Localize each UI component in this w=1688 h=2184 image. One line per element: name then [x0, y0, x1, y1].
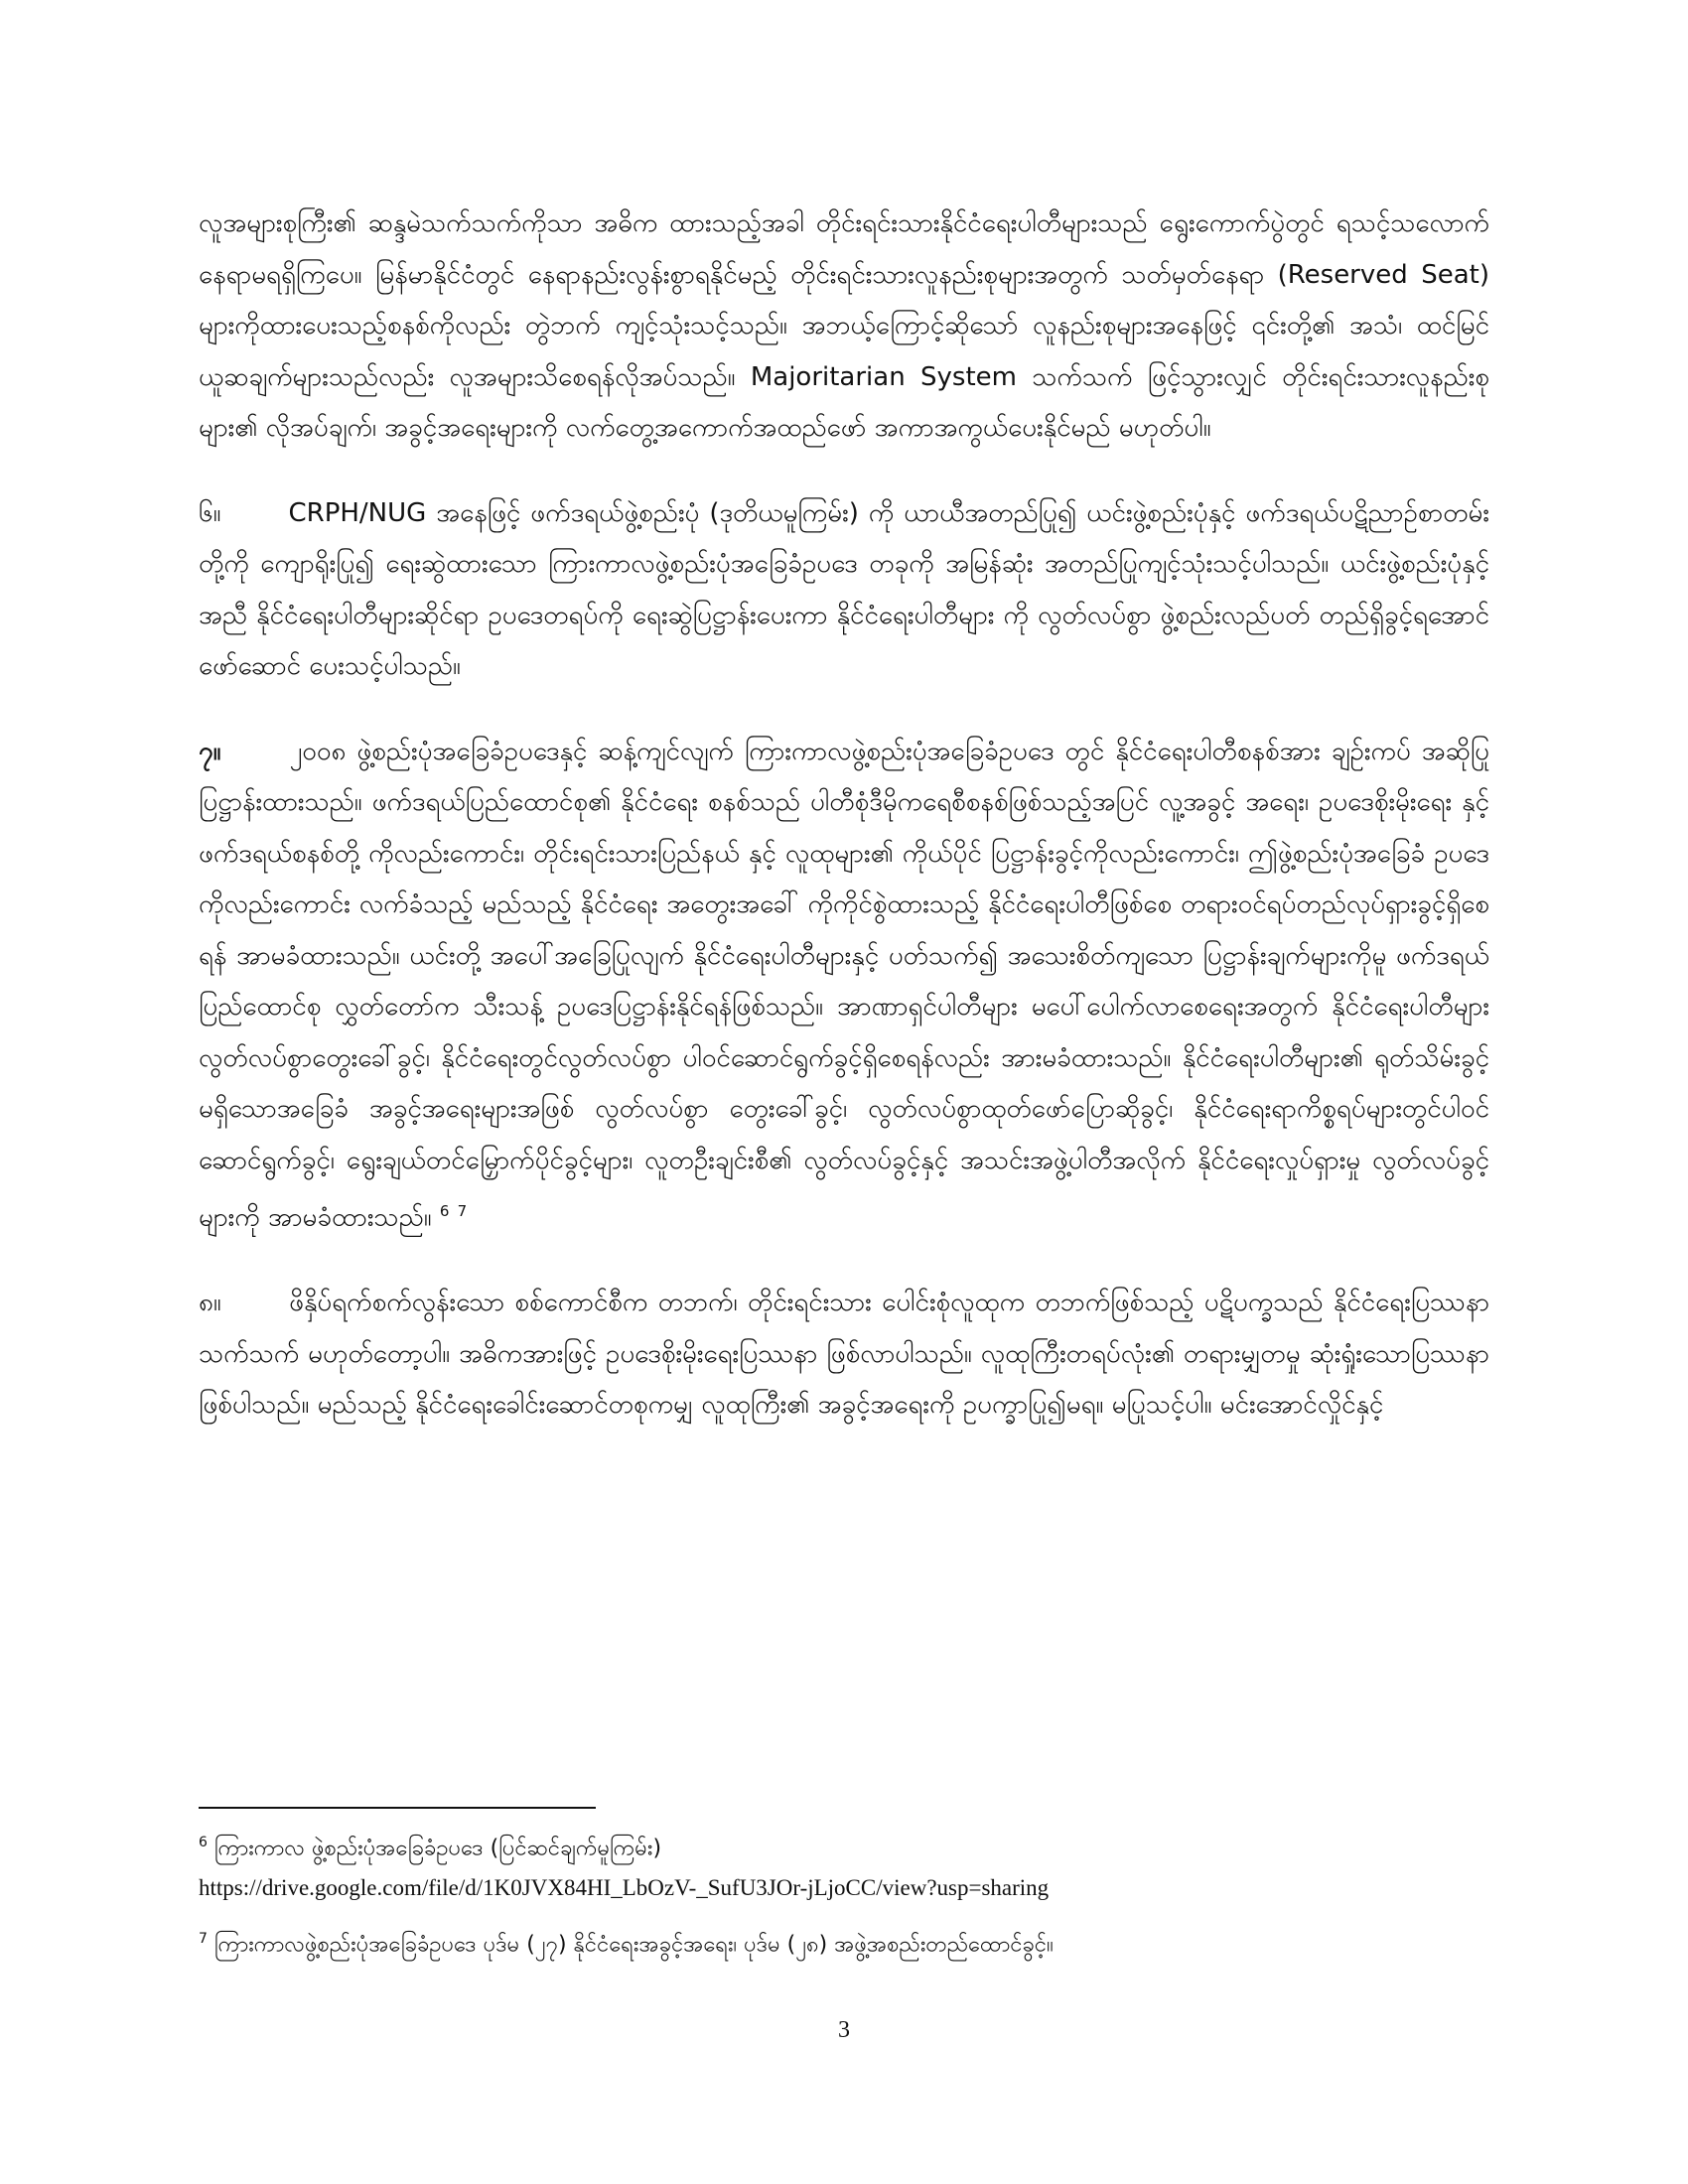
footnote-marker: 7: [199, 1931, 208, 1948]
footnote-ref-7[interactable]: 7: [457, 1202, 468, 1220]
paragraph-text: ဖိနှိပ်ရက်စက်လွန်းသော စစ်ကောင်စီက တဘက်၊ တိုင်းရင်းသား ပေါင်းစုံလူထုက တဘက်ဖြစ်သည့် ပဋိပက္ခသည် နိုင်ငံရေးပြဿနာ သက်သက် မဟုတ်တော့ပါ။ အဓိကအားဖြင့် ဥပဒေစိုးမိုးရေးပြဿနာ ဖြစ်လာပါသည်။ လူထုကြီးတရပ်လုံး၏ တရားမျှတမှု ဆုံးရှုံးသောပြဿနာ ဖြစ်ပါသည်။ မည်သည့် နိုင်ငံရေးခေါင်းဆောင်တစုကမျှ လူထုကြီး၏ အခွင့်အရေးကို ဥပက္ခာပြု၍မရ။ မပြုသင့်ပါ။ မင်းအောင်လှိုင်နှင့်: [199, 1288, 1490, 1421]
footnotes: [199, 1807, 1489, 1976]
paragraph-text: ၂၀၀၈ ဖွဲ့စည်းပုံအခြေခံဥပဒေနှင့် ဆန့်ကျင်လျက် ကြားကာလဖွဲ့စည်းပုံအခြေခံဥပဒေ တွင် နိုင်ငံရေးပါတီစနစ်အား ချဉ်းကပ် အဆိုပြု ပြဋ္ဌာန်းထားသည်။ ဖက်ဒရယ်ပြည်ထောင်စု၏ နိုင်ငံရေး စနစ်သည် ပါတီစုံဒီမိုကရေစီစနစ်ဖြစ်သည့်အပြင် လူ့အခွင့် အရေး၊ ဥပဒေစိုးမိုးရေး နှင့် ဖက်ဒရယ်စနစ်တို့ ကိုလည်းကောင်း၊ တိုင်းရင်းသားပြည်နယ် နှင့် လူထုများ၏ ကိုယ်ပိုင် ပြဋ္ဌာန်းခွင့်ကိုလည်းကောင်း၊ ဤဖွဲ့စည်းပုံအခြေခံ ဥပဒေကိုလည်းကောင်း လက်ခံသည့် မည်သည့် နိုင်ငံရေး အတွေးအခေါ် ကိုကိုင်စွဲထားသည့် နိုင်ငံရေးပါတီဖြစ်စေ တရားဝင်ရပ်တည်လုပ်ရှားခွင့်ရှိစေရန် အာမခံထားသည်။ ယင်းတို့ အပေါ်အခြေပြုလျက် နိုင်ငံရေးပါတီများနှင့် ပတ်သက်၍ အသေးစိတ်ကျသော ပြဋ္ဌာန်းချက်များကိုမူ ဖက်ဒရယ် ပြည်ထောင်စု လွှတ်တော်က သီးသန့် ဥပဒေပြဋ္ဌာန်းနိုင်ရန်ဖြစ်သည်။ အာဏာရှင်ပါတီများ မပေါ်ပေါက်လာစေရေးအတွက် နိုင်ငံရေးပါတီများ လွတ်လပ်စွာတွေးခေါ်ခွင့်၊ နိုင်ငံရေးတွင်လွတ်လပ်စွာ ပါဝင်ဆောင်ရွက်ခွင့်ရှိစေရန်လည်း အားမခံထားသည်။ နိုင်ငံရေးပါတီများ၏ ရုတ်သိမ်းခွင့် မရှိသောအခြေခံ အခွင့်အရေးများအဖြစ် လွတ်လပ်စွာ တွေးခေါ်ခွင့်၊ လွတ်လပ်စွာထုတ်ဖော်ပြောဆိုခွင့်၊ နိုင်ငံရေးရာကိစ္စရပ်များတွင်ပါဝင် ဆောင်ရွက်ခွင့်၊ ရွေးချယ်တင်မြှောက်ပိုင်ခွင့်များ၊ လူတဦးချင်းစီ၏ လွတ်လပ်ခွင့်နှင့် အသင်းအဖွဲ့ပါတီအလိုက် နိုင်ငံရေးလှုပ်ရှားမှု လွတ်လပ်ခွင့်များကို အာမခံထားသည်။: [199, 736, 1490, 1233]
footnote-text: ကြားကာလ ဖွဲ့စည်းပုံအခြေခံဥပဒေ (ပြင်ဆင်ချက်မူကြမ်း): [213, 1836, 662, 1861]
footnote-text: ကြားကာလဖွဲ့စည်းပုံအခြေခံဥပဒေ ပုဒ်မ (၂၇) နိုင်ငံရေးအခွင့်အရေး၊ ပုဒ်မ (၂၈) အဖွဲ့အစည်းတည်ထောင်ခွင့်။: [213, 1932, 1054, 1958]
footnote-link[interactable]: https://drive.google.com/file/d/1K0JVX84HI_LbOzV-_SufU3JOr-jLjoCC/view?usp=sharing: [199, 1875, 1050, 1901]
footnote-separator: [199, 1807, 596, 1809]
page-number: 3: [838, 2017, 850, 2043]
paragraph-number: ၆။: [199, 497, 221, 528]
paragraph-8: [199, 1278, 1489, 1432]
paragraph-7: [199, 727, 1489, 1245]
paragraph-number: ၈။: [199, 1288, 221, 1318]
paragraph-6: [199, 488, 1489, 693]
paragraph-text: CRPH/NUG အနေဖြင့် ဖက်ဒရယ်ဖွဲ့စည်းပုံ (ဒုတိယမူကြမ်း) ကို ယာယီအတည်ပြု၍ ယင်းဖွဲ့စည်းပုံနှင့် ဖက်ဒရယ်ပဋိညာဉ်စာတမ်းတို့ကို ကျောရိုးပြု၍ ရေးဆွဲထားသော ကြားကာလဖွဲ့စည်းပုံအခြေခံဥပဒေ တခုကို အမြန်ဆုံး အတည်ပြုကျင့်သုံးသင့်ပါသည်။ ယင်းဖွဲ့စည်းပုံနှင့် အညီ နိုင်ငံရေးပါတီများဆိုင်ရာ ဥပဒေတရပ်ကို ရေးဆွဲပြဋ္ဌာန်းပေးကာ နိုင်ငံရေးပါတီများ ကို လွတ်လပ်စွာ ဖွဲ့စည်းလည်ပတ် တည်ရှိခွင့်ရအောင် ဖော်ဆောင် ပေးသင့်ပါသည်။: [199, 497, 1489, 681]
paragraph-text: လူအများစုကြီး၏ ဆန္ဒမဲသက်သက်ကိုသာ အဓိက ထားသည့်အခါ တိုင်းရင်းသားနိုင်ငံရေးပါတီများသည် ရွေးကောက်ပွဲတွင် ရသင့်သလောက် နေရာမရရှိကြပေ။ မြန်မာနိုင်ငံတွင် နေရာနည်းလွန်းစွာရနိုင်မည့် တိုင်းရင်းသားလူနည်းစုများအတွက် သတ်မှတ်နေရာ (Reserved Seat) များကိုထားပေးသည့်စနစ်ကိုလည်း တွဲဘက် ကျင့်သုံးသင့်သည်။ အဘယ့်ကြောင့်ဆိုသော် လူနည်းစုများအနေဖြင့် ၎င်းတို့၏ အသံ၊ ထင်မြင်ယူဆချက်များသည်လည်း လူအများသိစေရန်လိုအပ်သည်။ Majoritarian System သက်သက် ဖြင့်သွားလျှင် တိုင်းရင်းသားလူနည်းစုများ၏ လိုအပ်ချက်၊ အခွင့်အရေးများကို လက်တွေ့အကောက်အထည်ဖော် အကာအကွယ်ပေးနိုင်မည် မဟုတ်ပါ။: [199, 208, 1489, 443]
document-page: [199, 199, 1489, 2085]
footnote-6: [199, 1823, 1489, 1909]
footnote-marker: 6: [199, 1835, 208, 1850]
footnote-7: [199, 1919, 1489, 1965]
footnote-ref-6[interactable]: 6: [439, 1202, 450, 1220]
paragraph-number: ၇။: [199, 736, 221, 766]
paragraph-continuation: [199, 199, 1489, 455]
